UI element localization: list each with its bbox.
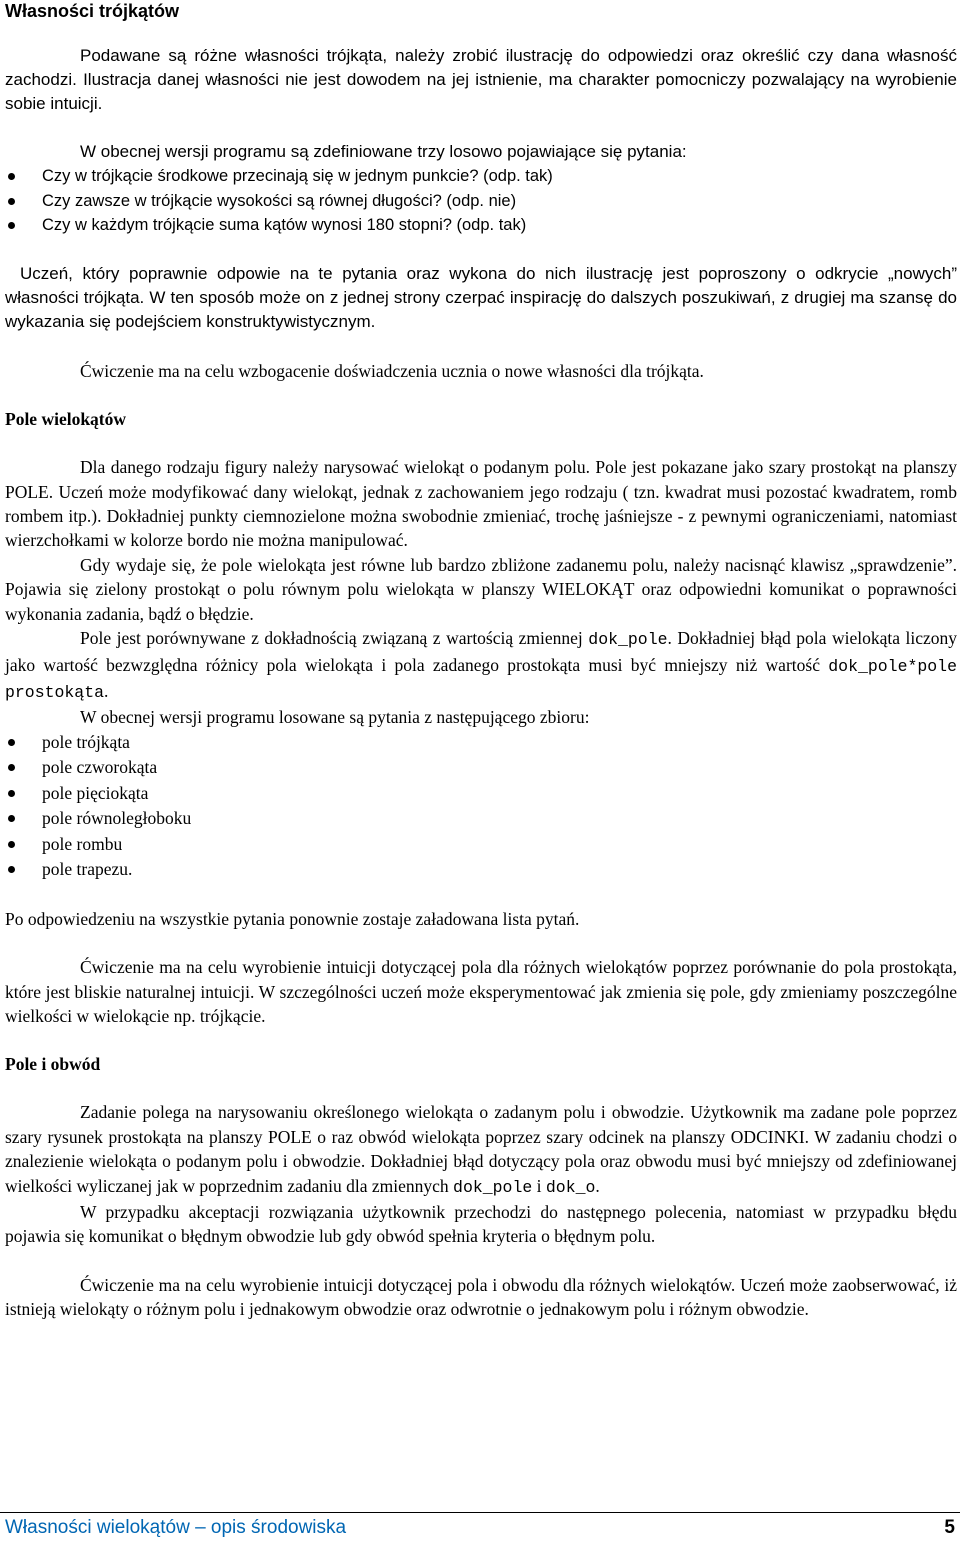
intro-paragraph: Podawane są różne własności trójkąta, należy zrobić ilustrację do odpowiedzi oraz określić czy dana własność zachodzi. Ilustracja danej własności nie jest dowodem na jej istnienie, ma charakter pomocniczy pozwalający na wyrobienie sobie intuicji.	[5, 46, 957, 113]
pole-paragraph-1: Dla danego rodzaju figury należy narysować wielokąt o podanym polu. Pole jest pokazane jako szary prostokąt na planszy POLE. Uczeń może modyfikować dany wielokąt, jednak z zachowaniem jego rodzaju ( tzn. kwadrat musi pozostać kwadratem, romb rombem itp.). Dokładniej punkty ciemnozielone można swobodnie zmieniać, trochę jaśniejsze - z pewnymi ograniczeniami, natomiast wierzchołkami w kolorze bordo nie można manipulować.	[5, 457, 957, 551]
code-dok-pole-formula: dok_pole*pole prostokąta	[5, 656, 957, 702]
questions-list	[5, 164, 957, 237]
list-item: pole trapezu.	[5, 857, 957, 883]
list-item: pole czworokąta	[5, 755, 957, 781]
text-run: . Dokładniej błąd pola wielokąta liczony jako wartość bezwzględna różnicy pola wielokąta i pola zadanego prostokąta musi być mniejszy niż wartość	[5, 628, 957, 675]
page-number: 5	[944, 1517, 955, 1538]
section-heading-pole-i-obwod: Pole i obwód	[5, 1054, 101, 1075]
list-item: pole pięciokąta	[5, 781, 957, 807]
document-page	[5, 0, 957, 1322]
obwod-paragraph-1	[5, 1100, 957, 1200]
footer-title: Własności wielokątów – opis środowiska	[5, 1517, 347, 1538]
text-run: i	[532, 1175, 546, 1196]
list-item: pole trójkąta	[5, 730, 957, 756]
code-dok-pole: dok_pole	[588, 630, 668, 650]
section-heading-pole-wielokatow: Pole wielokątów	[5, 409, 127, 430]
obwod-paragraph-2: W przypadku akceptacji rozwiązania użytkownik przechodzi do następnego polecenia, natomiast w przypadku błędu pojawia się komunikat o błędnym obwodzie lub gdy obwód spełnia kryteria o błędnym polu.	[5, 1201, 957, 1247]
reload-paragraph: Po odpowiedzeniu na wszystkie pytania ponownie zostaje załadowana lista pytań.	[5, 908, 580, 929]
pole-paragraph-2: Gdy wydaje się, że pole wielokąta jest równe lub bardzo zbliżone zadanemu polu, należy nacisnąć klawisz „sprawdzenie”. Pojawia się zielony prostokąt o polu równym polu wielokąta w planszy WIELOKĄT oraz odpowiedni komunikat o poprawności wykonania zadania, bądź o błędzie.	[5, 554, 957, 624]
text-run: Zadanie polega na narysowaniu określonego wielokąta o zadanym polu i obwodzie. Użytkownik ma zadane pole poprzez szary rysunek prostokąta na planszy POLE o raz obwód wielokąta poprzez szary odcinek na planszy ODCINKI. W zadaniu chodzi o znalezienie wielokąta o podanym polu i obwodzie. Dokładniej błąd dotyczący pola oraz obwodu musi być mniejszy od zdefiniowanej wielkości wyliczanej jak w poprzednim zadaniu dla zmiennych	[5, 1102, 957, 1196]
code-dok-pole: dok_pole	[453, 1177, 533, 1197]
polygon-list	[5, 730, 957, 883]
student-paragraph: Uczeń, który poprawnie odpowie na te pytania oraz wykona do nich ilustrację jest poproszony o odkrycie „nowych” własności trójkąta. W ten sposób może on z jednej strony czerpać inspirację do dalszych poszukiwań, z drugiej ma szansę do wykazania się podejściem konstruktywistycznym.	[5, 263, 957, 332]
obwod-exercise-paragraph: Ćwiczenie ma na celu wyrobienie intuicji dotyczącej pola i obwodu dla różnych wielokątów. Uczeń może zaobserwować, iż istnieją wielokąty o różnym polu i jednakowym obwodzie oraz odwrotnie o jednakowym polu i różnym obwodzie.	[5, 1274, 957, 1320]
list-item: Czy w trójkącie środkowe przecinają się w jednym punkcie? (odp. tak)	[5, 164, 957, 188]
text-run: .	[104, 680, 109, 701]
list-item: pole rombu	[5, 832, 957, 858]
list-item: Czy zawsze w trójkącie wysokości są równej długości? (odp. nie)	[5, 189, 957, 213]
code-dok-o: dok_o	[545, 1177, 596, 1197]
page-footer	[5, 1516, 955, 1542]
list-item: Czy w każdym trójkącie suma kątów wynosi 180 stopni? (odp. tak)	[5, 213, 957, 237]
pole-paragraph-4: W obecnej wersji programu losowane są pytania z następującego zbioru:	[80, 707, 590, 728]
footer-divider	[0, 1512, 960, 1513]
text-run: Pole jest porównywane z dokładnością związaną z wartością zmiennej	[80, 628, 589, 649]
list-item: pole równoległoboku	[5, 806, 957, 832]
pole-exercise-paragraph: Ćwiczenie ma na celu wyrobienie intuicji dotyczącej pola dla różnych wielokątów poprzez porównanie do pola prostokąta, które jest bliskie naturalnej intuicji. W szczególności uczeń może eksperymentować jak zmienia się pole, gdy zmieniamy poszczególne wielkości w wielokącie np. trójkącie.	[5, 957, 957, 1026]
section-title: Własności trójkątów	[5, 1, 180, 21]
pole-paragraph-3	[5, 626, 957, 705]
questions-intro: W obecnej wersji programu są zdefiniowane trzy losowo pojawiające się pytania:	[80, 142, 687, 161]
text-run: .	[595, 1175, 600, 1196]
exercise-paragraph: Ćwiczenie ma na celu wzbogacenie doświadczenia ucznia o nowe własności dla trójkąta.	[80, 360, 704, 381]
